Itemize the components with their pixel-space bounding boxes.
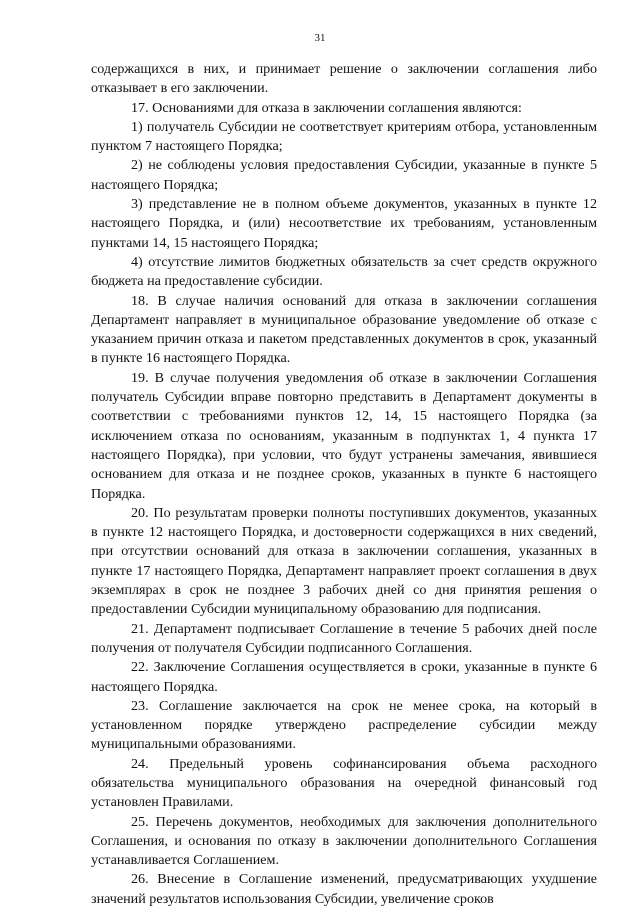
paragraph-25: 25. Перечень документов, необходимых для заключения дополнительного Соглашения, и основания по отказу в заключении дополнительного Соглашения устанавливается Соглашением. bbox=[91, 813, 597, 869]
document-body bbox=[91, 60, 597, 909]
paragraph-24: 24. Предельный уровень софинансирования объема расходного обязательства муниципального образования на очередной финансовый год установлен Правилами. bbox=[91, 755, 597, 811]
paragraph-26: 26. Внесение в Соглашение изменений, предусматривающих ухудшение значений результатов использования Субсидии, увеличение сроков bbox=[91, 871, 597, 907]
paragraph-17-4: 4) отсутствие лимитов бюджетных обязательств за счет средств окружного бюджета на предоставление субсидии. bbox=[91, 253, 597, 290]
paragraph-19: 19. В случае получения уведомления об отказе в заключении Соглашения получатель Субсидии вправе повторно представить в Департамент документы в соответствии с требованиями пунктов 12, 14, 15 настоящего Порядка (за исключением отказа по основаниям, указанным в подпунктах 1, 4 пункта 17 настоящего Порядка), при условии, что будут устранены замечания, явившиеся основанием для отказа и не позднее сроков, указанных в пункте 6 настоящего Порядка. bbox=[91, 369, 597, 502]
paragraph-20: 20. По результатам проверки полноты поступивших документов, указанных в пункте 12 настоящего Порядка, и достоверности содержащихся в них сведений, при отсутствии оснований для отказа в заключении соглашения, указанных в пункте 17 настоящего Порядка, Департамент направляет проект соглашения в двух экземплярах в срок не позднее 3 рабочих дней со дня принятия решения о предоставлении Субсидии муниципальному образованию для подписания. bbox=[91, 504, 597, 618]
paragraph-18: 18. В случае наличия оснований для отказа в заключении соглашения Департамент направляет в муниципальное образование уведомление об отказе с указанием причин отказа и пакетом представленных документов в срок, указанный в пункте 16 настоящего Порядка. bbox=[91, 292, 597, 367]
paragraph-17-1: 1) получатель Субсидии не соответствует критериям отбора, установленным пунктом 7 настоящего Порядка; bbox=[91, 118, 597, 155]
paragraph-21: 21. Департамент подписывает Соглашение в течение 5 рабочих дней после получения от получателя Субсидии подписанного Соглашения. bbox=[91, 620, 597, 656]
paragraph-22: 22. Заключение Соглашения осуществляется в сроки, указанные в пункте 6 настоящего Порядка. bbox=[91, 659, 597, 695]
paragraph-23: 23. Соглашение заключается на срок не менее срока, на который в установленном порядке утверждено распределение субсидии между муниципальными образованиями. bbox=[91, 697, 597, 753]
page-number: 31 bbox=[314, 32, 326, 44]
paragraph-17: 17. Основаниями для отказа в заключении соглашения являются: bbox=[131, 99, 522, 116]
paragraph-continuation: содержащихся в них, и принимает решение о заключении соглашения либо отказывает в его заключении. bbox=[91, 61, 597, 97]
paragraph-17-3: 3) представление не в полном объеме документов, указанных в пункте 12 настоящего Порядка, и (или) несоответствие их требованиям, установленным пунктами 14, 15 настоящего Порядка; bbox=[91, 196, 597, 251]
paragraph-17-2: 2) не соблюдены условия предоставления Субсидии, указанные в пункте 5 настоящего Порядка; bbox=[91, 157, 597, 193]
